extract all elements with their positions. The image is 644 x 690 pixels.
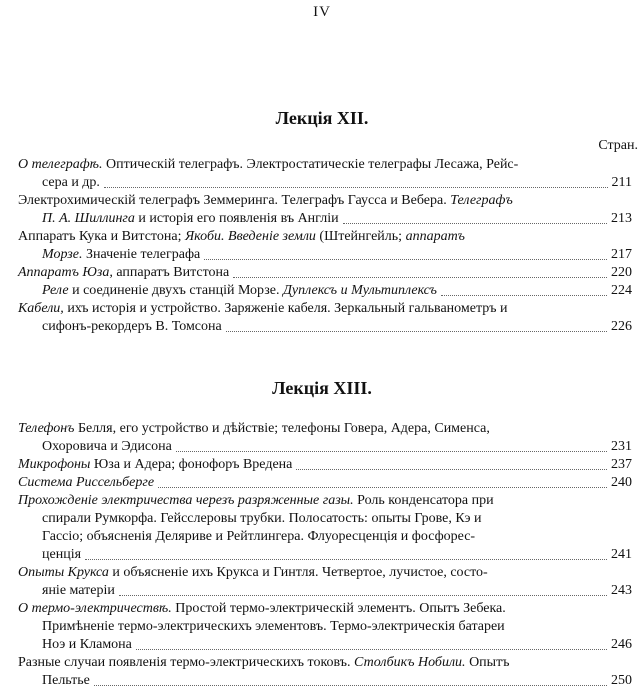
toc-entry-text: Примѣненіе термо-электрическихъ элементовъ. Термо-электрическія батареи [42,619,505,634]
dot-leader [119,595,607,596]
dot-leader [85,559,607,560]
toc-entry [18,228,632,264]
section-title-lecture-12: Лекція XII. [275,108,369,128]
toc-entry-line [18,264,632,282]
toc-page-number: 250 [611,673,632,688]
toc-page-number: 231 [611,439,632,454]
dot-leader [158,487,607,488]
toc-entry [18,456,632,474]
toc-entry-text: Микрофоны Юза и Адера; фонофоръ Вредена [18,457,293,472]
dot-leader [343,223,607,224]
toc-entry-line [18,192,632,210]
toc-page-number: 217 [611,247,632,262]
toc-entry-line [18,474,632,492]
toc-entry-text: яніе матеріи [42,583,115,598]
toc-entry-text: спирали Румкорфа. Гейсслеровы трубки. Полосатость: опыты Грове, Кэ и [42,511,482,526]
toc-entry-text: Система Риссельберге [18,475,155,490]
toc-entry [18,156,632,192]
toc-entry-line [18,582,632,600]
toc-entry [18,300,632,336]
toc-entry-line [18,618,632,636]
toc-entry-text: Прохожденіе электричества черезъ разряженные газы. Роль конденсатора при [18,493,494,508]
toc-entry-line [18,300,632,318]
toc-entry-line [18,174,632,192]
toc-page-number: 246 [611,637,632,652]
toc-page-number: 220 [611,265,632,280]
toc-entry-line [18,510,632,528]
dot-leader [204,259,607,260]
toc-section-12 [18,156,632,336]
toc-page-number: 243 [611,583,632,598]
toc-entry-text: ценція [42,547,82,562]
toc-entry-text: Реле и соединеніе двухъ станцій Морзе. Дуплексъ и Мультиплексъ [42,283,437,298]
toc-entry-text: Аппаратъ Кука и Витстона; Якоби. Введеніе земли (Штейнгейль; аппаратъ [18,229,465,244]
toc-entry [18,282,632,300]
toc-entry-line [18,636,632,654]
toc-entry-line [18,438,632,456]
toc-page-number: 237 [611,457,632,472]
toc-entry-text: Пельтье [42,673,90,688]
toc-entry-text: П. А. Шиллинга и исторія его появленія въ Англіи [42,211,339,226]
dot-leader [296,469,607,470]
dot-leader [94,685,607,686]
dot-leader [441,295,607,296]
toc-entry-line [18,420,632,438]
toc-entry-line [18,546,632,564]
toc-page-number: 226 [611,319,632,334]
toc-page-number: 240 [611,475,632,490]
toc-entry-text: Охоровича и Эдисона [42,439,172,454]
toc-section-13 [18,420,632,690]
toc-entry [18,564,632,600]
column-header-pages: Стран. [598,138,638,153]
dot-leader [176,451,607,452]
toc-entry-text: Гассіо; объясненія Деляриве и Рейтлингера. Флуоресценція и фосфорес- [42,529,476,544]
toc-entry-line [18,672,632,690]
toc-entry-text: О термо-электричествѣ. Простой термо-электрическій элементъ. Опытъ Зебека. [18,601,506,616]
toc-entry-line [18,282,632,300]
toc-page-number: 213 [611,211,632,226]
dot-leader [104,187,608,188]
toc-entry [18,654,632,690]
toc-entry-text: Морзе. Значеніе телеграфа [42,247,201,262]
toc-entry-text: сера и др. [42,175,100,190]
toc-entry-text: Разные случаи появленія термо-электрическихъ токовъ. Столбикъ Нобили. Опытъ [18,655,510,670]
toc-page-number: 224 [611,283,632,298]
toc-entry-text: Электрохимическій телеграфъ Земмеринга. Телеграфъ Гаусса и Вебера. Телеграфъ [18,193,513,208]
toc-entry-line [18,228,632,246]
toc-entry-text: О телеграфѣ. Оптическій телеграфъ. Электростатическіе телеграфы Лесажа, Рейс- [18,157,519,172]
toc-entry-text: Опыты Крукса и объясненіе ихъ Крукса и Гинтля. Четвертое, лучистое, состо- [18,565,488,580]
section-title-lecture-13: Лекція XIII. [272,378,372,398]
toc-page-number: 211 [611,175,632,190]
toc-entry-line [18,492,632,510]
toc-entry [18,600,632,654]
dot-leader [136,649,607,650]
toc-entry-text: Аппаратъ Юза, аппаратъ Витстона [18,265,230,280]
toc-entry-line [18,210,632,228]
toc-entry-line [18,156,632,174]
toc-entry-line [18,564,632,582]
toc-entry-text: Кабели, ихъ исторія и устройство. Заряженіе кабеля. Зеркальный гальванометръ и [18,301,508,316]
toc-entry-line [18,318,632,336]
toc-entry [18,192,632,228]
toc-entry-line [18,456,632,474]
toc-entry-line [18,246,632,264]
toc-entry-line [18,600,632,618]
toc-entry-line [18,654,632,672]
toc-entry [18,492,632,564]
toc-entry-text: сифонъ-рекордеръ В. Томсона [42,319,222,334]
toc-entry [18,420,632,456]
toc-entry-line [18,528,632,546]
toc-entry-text: Телефонъ Белля, его устройство и дѣйствіе; телефоны Говера, Адера, Сименса, [18,421,490,436]
toc-entry [18,474,632,492]
toc-page-number: 241 [611,547,632,562]
toc-entry [18,264,632,282]
page-number: IV [313,4,331,20]
dot-leader [226,331,607,332]
dot-leader [233,277,607,278]
toc-entry-text: Ноэ и Кламона [42,637,132,652]
